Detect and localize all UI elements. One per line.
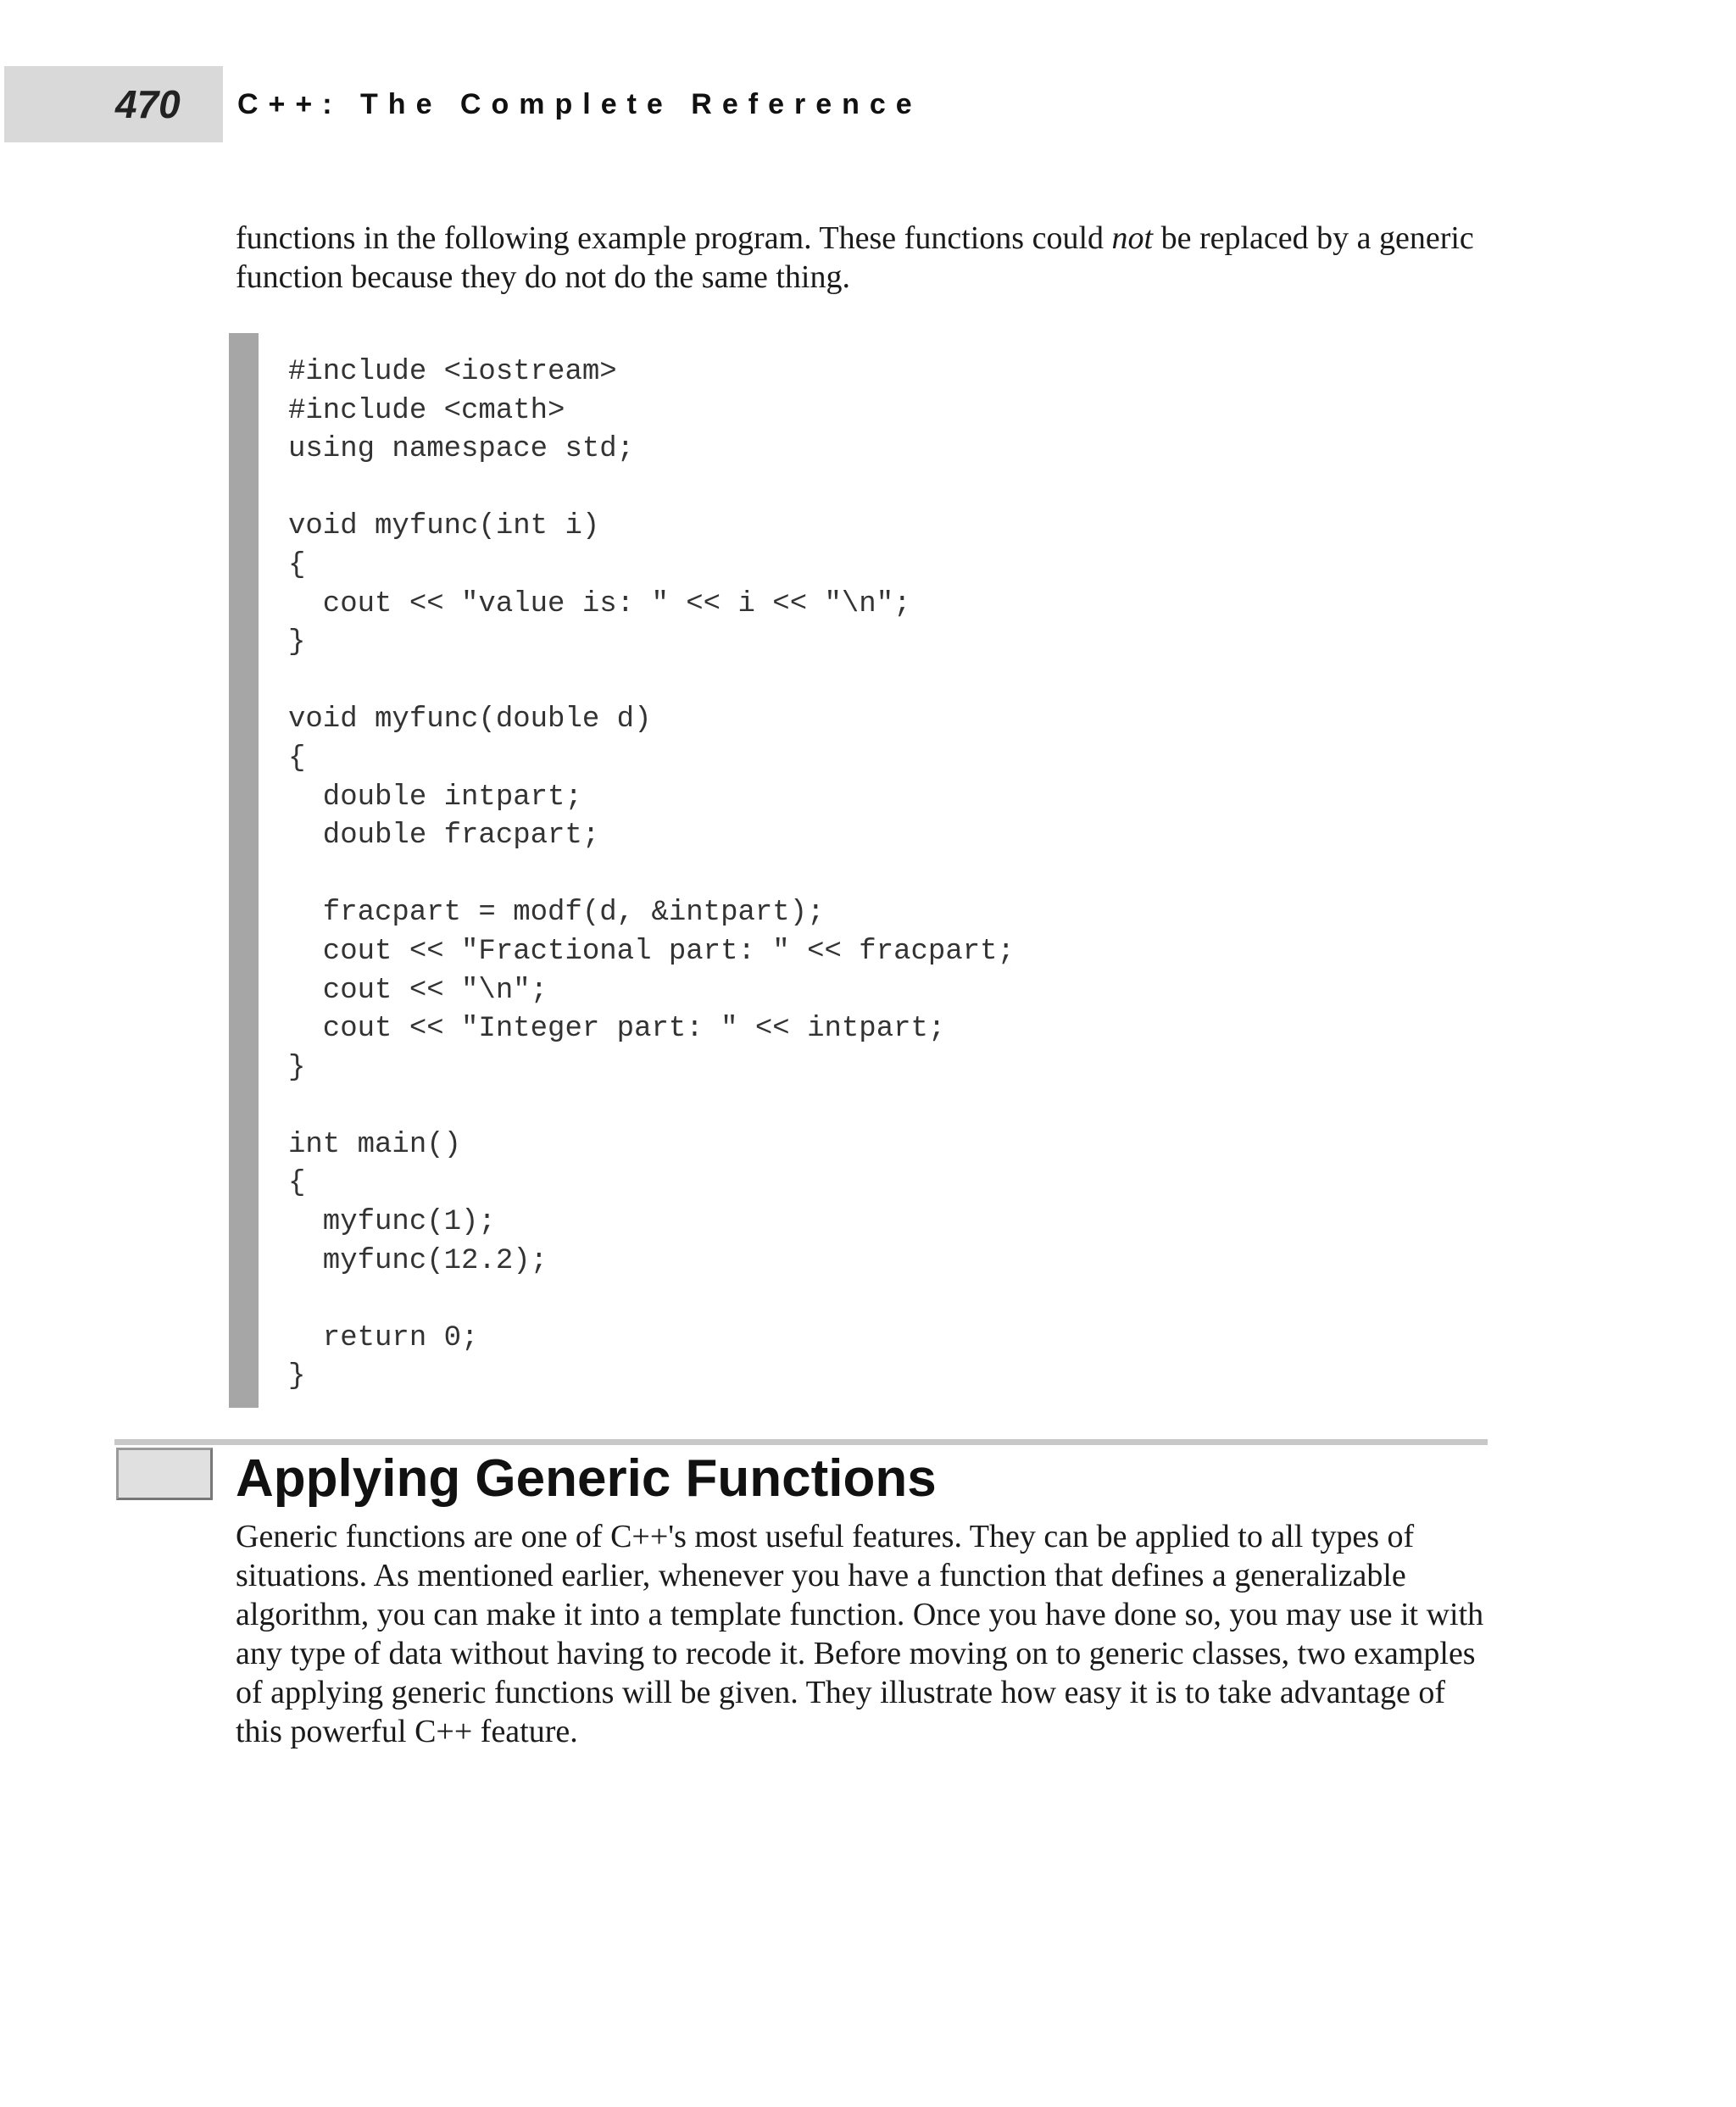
intro-paragraph <box>236 219 1490 297</box>
section-heading: Applying Generic Functions <box>236 1449 937 1508</box>
section-rule <box>114 1439 1488 1445</box>
section-marker-box <box>116 1448 213 1500</box>
code-text: #include <iostream> #include <cmath> using namespace std; void myfunc(int i) { cout << "value is: " << i << "\n"; } void myfunc(double d) { double intpart; double fracpart; fracpart = modf(d, &intpart); cout << "Fractional part: " << fracpart; cout << "\n"; cout << "Integer part: " << intpart; } int main() { myfunc(1); myfunc(12.2); return 0; } <box>288 356 1015 1393</box>
intro-emphasis: not <box>1111 220 1154 256</box>
code-listing <box>229 333 1483 1408</box>
code-sidebar-bar <box>229 333 259 1408</box>
header-tab <box>4 66 223 142</box>
intro-text-end: be replaced by a generic function because they do not do the same thing. <box>236 220 1474 295</box>
page-number: 470 <box>115 82 181 126</box>
running-head: C++: The Complete Reference <box>237 88 922 120</box>
section-body-paragraph: Generic functions are one of C++'s most useful features. They can be applied to all types of situations. As mentioned earlier, whenever you have a function that defines a generalizable algorithm, you can make it into a template function. Once you have done so, you may use it with any type of data without having to recode it. Before moving on to generic classes, two examples of applying generic functions will be given. They illustrate how easy it is to take advantage of this powerful C++ feature. <box>236 1519 1484 1749</box>
intro-text-start: functions in the following example program. These functions could <box>236 220 1112 256</box>
